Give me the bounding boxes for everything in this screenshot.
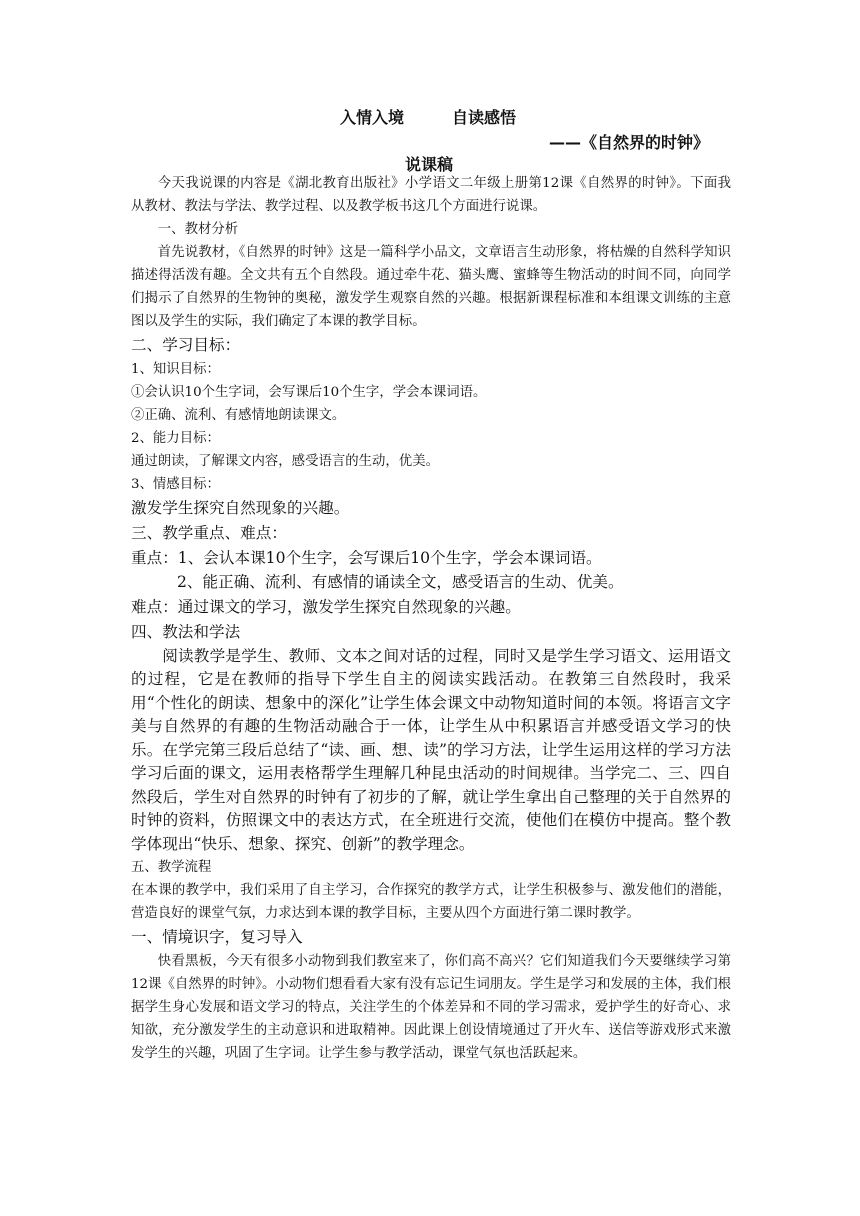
section-4-title: 四、教法和学法 xyxy=(131,622,241,641)
section-4-paragraph: 阅读教学是学生、教师、文本之间对话的过程，同时又是学生学习语文、运用语文的过程，它是在教师的指导下学生自主的阅读实践活动。在教第三自然段时，我采用“个性化的朗读、想象中的深化”让学生体会课文中动物知道时间的本领。将语言文字美与自然界的有趣的生物活动融合于一体，让学生从中积累语言并感受语文学习的快乐。在学完第三段后总结了“读、画、想、读”的学习方法，让学生运用这样的学习方法学习后面的课文，运用表格帮学生理解几种昆虫活动的时间规律。当学完二、三、四自然段后，学生对自然界的时钟有了初步的了解，就让学生拿出自己整理的关于自然界的时钟的资料，仿照课文中的表达方式，在全班进行交流，使他们在模仿中提高。整个教学体现出“快乐、想象、探究、创新”的教学理念。 xyxy=(131,646,731,853)
step-1-paragraph: 快看黑板，今天有很多小动物到我们教室来了，你们高不高兴？它们知道我们今天要继续学习第12课《自然界的时钟》。小动物们想看看大家有没有忘记生词朋友。学生是学习和发展的主体，我们根据学生身心发展和语文学习的特点，关注学生的个体差异和不同的学习需求，爱护学生的好奇心、求知欲，充分激发学生的主动意识和进取精神。因此课上创设情境通过了开火车、送信等游戏形式来激发学生的兴趣，巩固了生字词。让学生参与教学活动，课堂气氛也活跃起来。 xyxy=(131,954,731,1061)
section-1-title: 一、教材分析 xyxy=(157,222,239,237)
document-body xyxy=(131,172,731,1065)
section-2-title: 二、学习目标： xyxy=(131,336,241,354)
intro-paragraph: 今天我说课的内容是《湖北教育出版社》小学语文二年级上册第12课《自然界的时钟》。下面我 从教材、教法与学法、教学过程、以及教学板书这几个方面进行说课。 xyxy=(131,176,731,214)
key-point-1: 重点：1、会认本课10个生字，会写课后10个生字，学会本课词语。 xyxy=(131,549,602,567)
goal-2-text: 通过朗读，了解课文内容，感受语言的生动，优美。 xyxy=(131,454,439,469)
goal-1-item-a: ①会认识10个生字词，会写课后10个生字，学会本课词语。 xyxy=(131,385,487,400)
goal-1-title: 1、知识目标： xyxy=(131,362,220,377)
section-1-paragraph: 首先说教材，《自然界的时钟》这是一篇科学小品文，文章语言生动形象，将枯燥的自然科学知识描述得活泼有趣。全文共有五个自然段。通过牵牛花、猫头鹰、蜜蜂等生物活动的时间不同，向同学们揭示了自然界的生物钟的奥秘，激发学生观察自然的兴趣。根据新课程标准和本组课文训练的主意图以及学生的实际，我们确定了本课的教学目标。 xyxy=(131,245,731,329)
section-3-title: 三、教学重点、难点： xyxy=(131,524,287,542)
title-part-1: 入情入境 xyxy=(340,108,405,127)
key-point-2: 2、能正确、流利、有感情的诵读全文，感受语言的生动、优美。 xyxy=(177,573,624,591)
goal-1-item-b: ②正确、流利、有感情地朗读课文。 xyxy=(131,408,346,423)
goal-2-title: 2、能力目标： xyxy=(131,431,220,446)
title-part-2: 自读感悟 xyxy=(452,108,517,127)
goal-3-text: 激发学生探究自然现象的兴趣。 xyxy=(131,499,350,517)
section-5-paragraph: 在本课的教学中，我们采用了自主学习，合作探究的教学方式，让学生积极参与、激发他们的潜能，营造良好的课堂气氛，力求达到本课的教学目标，主要从四个方面进行第二课时教学。 xyxy=(131,883,731,921)
difficult-point: 难点：通过课文的学习，激发学生探究自然现象的兴趣。 xyxy=(131,597,521,616)
step-1-title: 一、情境识字，复习导入 xyxy=(131,928,303,946)
document-subtitle: ——《自然界的时钟》 xyxy=(549,133,710,152)
goal-3-title: 3、情感目标： xyxy=(131,477,220,492)
document-heading: 说课稿 xyxy=(405,155,454,174)
section-5-title: 五、教学流程 xyxy=(131,860,212,875)
